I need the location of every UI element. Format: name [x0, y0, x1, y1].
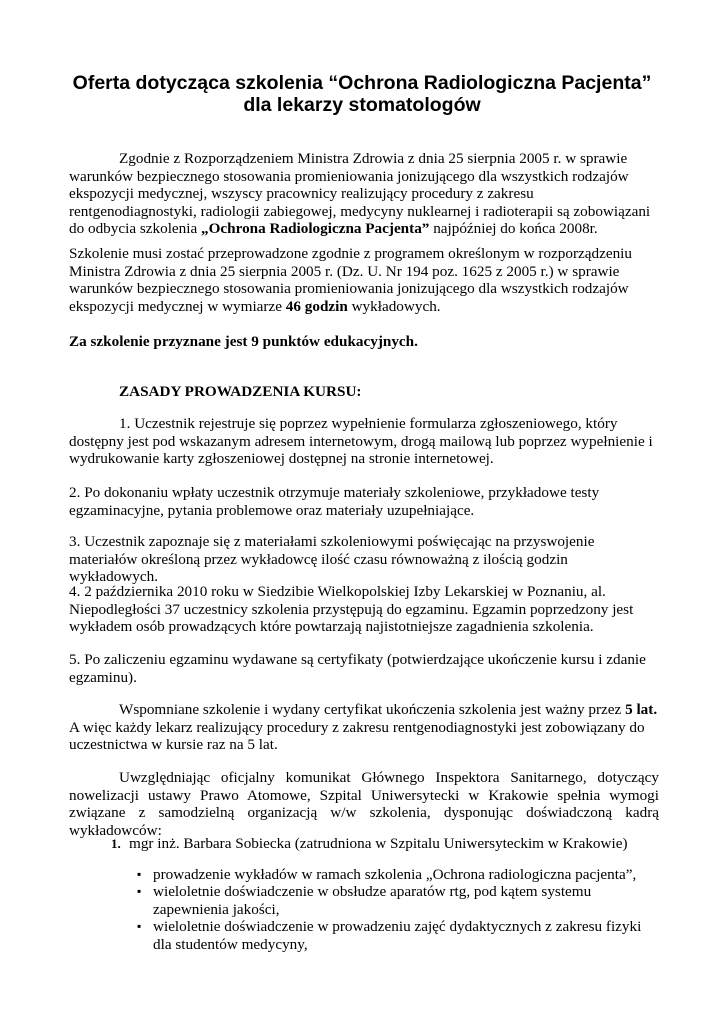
program-end: wykładowych.: [347, 297, 441, 315]
bullet-icon: ▪: [137, 884, 142, 898]
rule-3: 3. Uczestnik zapoznaje się z materiałami szkoleniowymi poświęcając na przyswojenie materiałów określoną przez wykładowcę ilość czasu równoważną z ilością godzin wykładowych.: [69, 533, 595, 585]
hours-value: 46 godzin: [285, 297, 348, 315]
lecturer-item: prowadzenie wykładów w ramach szkolenia „Ochrona radiologiczna pacjenta”,: [153, 866, 637, 883]
bullet-icon: ▪: [137, 867, 142, 881]
communique-paragraph: Uwzględniając oficjalny komunikat Głównego Inspektora Sanitarnego, dotyczący nowelizacji ustawy Prawo Atomowe, Szpital Uniwersytecki w Krakowie spełnia wymogi związane z samodzielną organizacją w/w szkolenia, dysponując doświadczoną kadrą wykładowców:: [69, 769, 659, 839]
lecturer-name: mgr inż. Barbara Sobiecka (zatrudniona w Szpitalu Uniwersyteckim w Krakowie): [129, 835, 628, 852]
validity-text-end: A więc każdy lekarz realizujący procedury z zakresu rentgenodiagnostyki jest zobowiązany do uczestnictwa w kursie raz na 5 lat.: [69, 718, 645, 753]
validity-text: Wspomniane szkolenie i wydany certyfikat ukończenia szkolenia jest ważny przez: [119, 701, 626, 718]
document-title: [0, 72, 724, 116]
intro-text: Zgodnie z Rozporządzeniem Ministra Zdrowia z dnia 25 sierpnia 2005 r. w sprawie warunków bezpiecznego stosowania promieniowania jonizującego dla wszystkich rodzajów ekspozycji medycznej, wszyscy pracownicy realizujący procedury z zakresu rentgenodiagnostyki, radiologii zabiegowej, medycyny nuklearnej i radioterapii są zobowiązani do odbycia szkolenia: [69, 150, 651, 237]
validity-period: 5 lat.: [625, 701, 658, 718]
rules-heading-text: ZASADY PROWADZENIA KURSU:: [119, 383, 362, 400]
rule-1: 1. Uczestnik rejestruje się poprzez wypełnienie formularza zgłoszeniowego, który dostępny jest pod wskazanym adresem internetowym, drogą mailową lub poprzez wypełnienie i wydrukowanie karty zgłoszeniowej dostępnej na stronie internetowej.: [69, 415, 653, 467]
points-paragraph: [69, 333, 659, 351]
rule-2: 2. Po dokonaniu wpłaty uczestnik otrzymuje materiały szkoleniowe, przykładowe testy egzaminacyjne, pytania problemowe oraz materiały uzupełniające.: [69, 484, 600, 519]
bullet-icon: ▪: [137, 919, 142, 933]
validity-paragraph: [69, 701, 659, 754]
lecturer-item: wieloletnie doświadczenie w obsłudze aparatów rtg, pod kątem systemu zapewnienia jakości,: [153, 883, 592, 918]
points-text: Za szkolenie przyznane jest 9 punktów edukacyjnych.: [69, 333, 418, 350]
intro-end: najpóźniej do końca 2008r.: [429, 220, 598, 237]
rules-heading: [119, 383, 619, 401]
program-paragraph: [69, 245, 659, 315]
title-line-2: dla lekarzy stomatologów: [243, 94, 481, 116]
lecturer-item: wieloletnie doświadczenie w prowadzeniu zajęć dydaktycznych z zakresu fizyki dla studentów medycyny,: [153, 918, 642, 953]
course-name: „Ochrona Radiologiczna Pacjenta”: [201, 220, 430, 237]
program-text: Szkolenie musi zostać przeprowadzone zgodnie z programem określonym w rozporządzeniu Ministra Zdrowia z dnia 25 sierpnia 2005 r. (Dz. U. Nr 194 poz. 1625 z 2005 r.) w sprawie warunków bezpiecznego stosowania promieniowania jonizującego dla wszystkich rodzajów ekspozycji medycznej w wymiarze: [69, 245, 632, 315]
lecturer-number: 1.: [111, 836, 121, 851]
rule-4: 4. 2 października 2010 roku w Siedzibie Wielkopolskiej Izby Lekarskiej w Poznaniu, al. Niepodległości 37 uczestnicy szkolenia przystępują do egzaminu. Egzamin poprzedzony jest wykładem osób prowadzących które powtarzają najistotniejsze zagadnienia szkolenia.: [69, 583, 634, 635]
rule-5: 5. Po zaliczeniu egzaminu wydawane są certyfikaty (potwierdzające ukończenie kursu i zdanie egzaminu).: [69, 651, 646, 686]
intro-paragraph: [69, 150, 659, 238]
title-line-1: Oferta dotycząca szkolenia “Ochrona Radiologiczna Pacjenta”: [72, 72, 652, 94]
